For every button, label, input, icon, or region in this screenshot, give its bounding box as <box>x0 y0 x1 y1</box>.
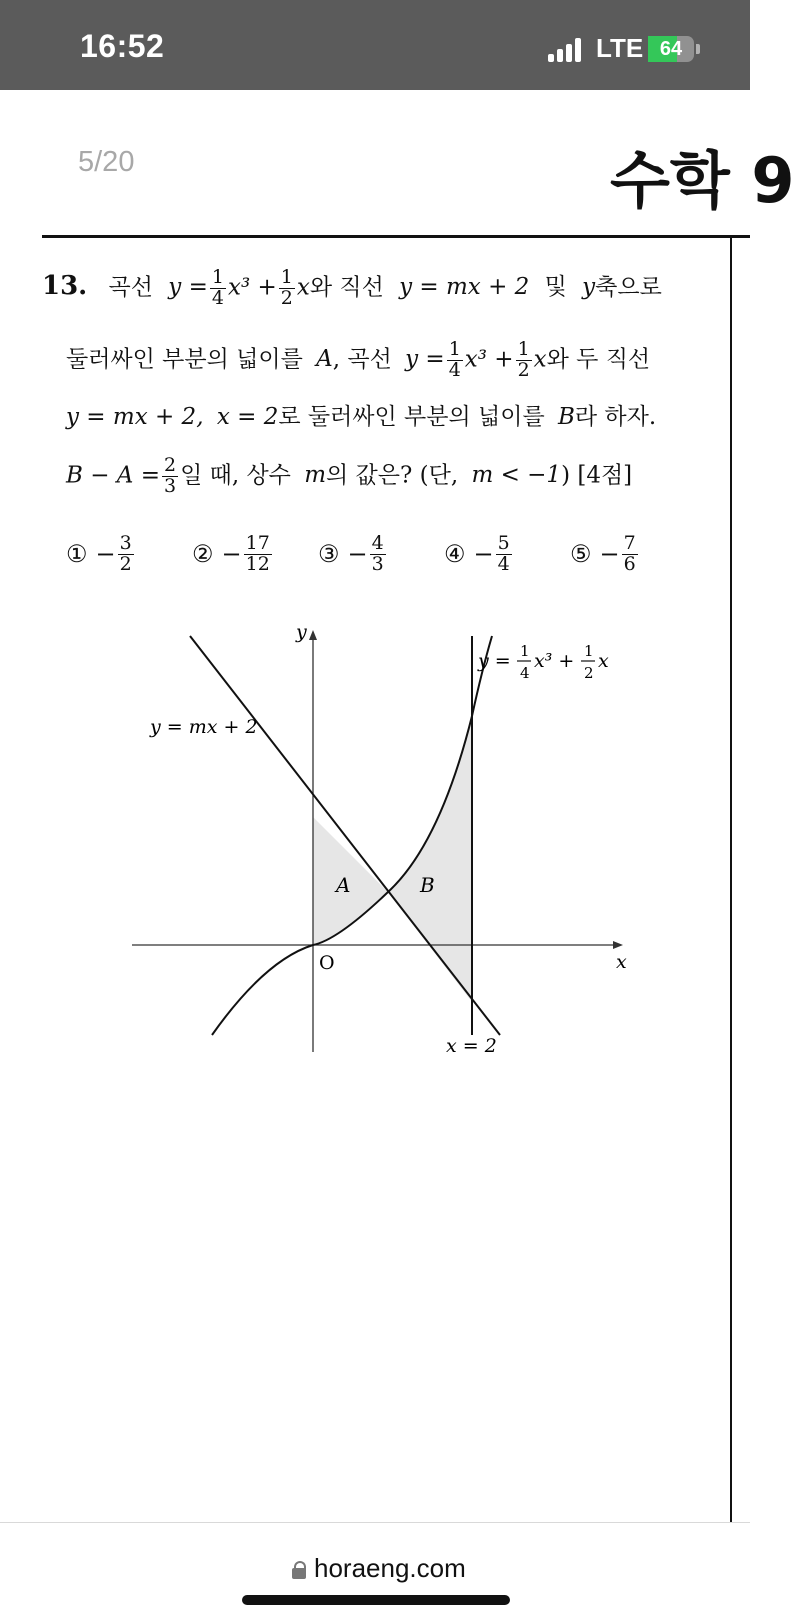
text: 둘러싸인 부분의 넓이를 <box>66 346 303 373</box>
curve-label-mid: x³ + <box>534 650 575 672</box>
choice-sign: − <box>473 540 494 569</box>
equation: x = 2 <box>216 404 279 430</box>
choice-4[interactable] <box>444 534 514 575</box>
fraction: $\frac{2}{3}$ <box>164 454 177 497</box>
url-text[interactable]: horaeng.com <box>314 1553 466 1583</box>
column-divider <box>730 237 732 1523</box>
status-bar <box>0 0 750 90</box>
vertical-line-label: x = 2 <box>446 1035 497 1057</box>
choice-sign: − <box>95 540 116 569</box>
text: 라 하자. <box>574 404 657 430</box>
origin-label: O <box>319 952 335 974</box>
text: 와 두 직선 <box>546 346 651 373</box>
y-axis-label: y <box>296 621 307 643</box>
battery-level: 64 <box>659 38 683 60</box>
region-a-label: A <box>336 873 351 897</box>
text: , 곡선 <box>332 346 392 373</box>
equation: y = mx + 2, <box>66 404 204 430</box>
choice-fraction: $\frac{5}{4}$ <box>497 532 510 575</box>
choice-mark: ② <box>192 540 214 569</box>
choice-fraction: $\frac{4}{3}$ <box>371 532 384 575</box>
signal-strength-icon <box>548 38 588 62</box>
choice-2[interactable] <box>192 534 274 575</box>
y-axis-arrow <box>309 630 317 640</box>
variable: m <box>304 462 327 489</box>
equation: x <box>533 346 547 373</box>
question-line-4 <box>66 456 632 497</box>
equation: x³ + <box>227 274 277 301</box>
text: 및 <box>544 274 567 301</box>
page-title: 수학 9 <box>610 144 795 217</box>
line-label: y = mx + 2 <box>150 716 258 738</box>
text: 로 둘러싸인 부분의 넓이를 <box>278 404 545 430</box>
fraction: $\frac{1}{2}$ <box>517 338 530 381</box>
battery-icon <box>648 36 694 62</box>
question-number: 13. <box>42 271 88 302</box>
text: 와 직선 <box>309 274 384 301</box>
status-time: 16:52 <box>80 28 165 64</box>
fraction: $\frac{1}{4}$ <box>448 338 461 381</box>
lock-icon <box>292 1561 306 1577</box>
equation: y = <box>405 346 445 373</box>
region-b-label: B <box>420 873 435 897</box>
battery-cap <box>696 44 700 54</box>
text: ) [4점] <box>561 462 633 489</box>
text: 일 때, 상수 <box>180 462 291 489</box>
equation: x <box>296 274 310 301</box>
x-axis-label: x <box>616 951 627 973</box>
text: 의 값은? (단, <box>326 462 459 489</box>
choice-mark: ③ <box>318 540 340 569</box>
choice-3[interactable] <box>318 534 388 575</box>
choice-mark: ④ <box>444 540 466 569</box>
curve-label-post: x <box>598 650 609 672</box>
question-line-3 <box>66 406 656 429</box>
choice-mark: ⑤ <box>570 540 592 569</box>
choice-sign: − <box>221 540 242 569</box>
equation: y = <box>168 274 208 301</box>
question-line-1 <box>42 268 662 309</box>
home-indicator[interactable] <box>242 1595 510 1605</box>
choice-5[interactable] <box>570 534 640 575</box>
curve-label: y = <box>478 650 511 672</box>
condition: m < −1 <box>471 462 562 489</box>
curve-label-frac2-den: 2 <box>584 664 594 682</box>
variable: y <box>582 274 596 301</box>
equation: y = mx + 2 <box>399 274 530 301</box>
choice-sign: − <box>347 540 368 569</box>
fraction: $\frac{1}{2}$ <box>280 266 293 309</box>
curve-label-frac2-num: 1 <box>584 642 594 660</box>
network-type: LTE <box>596 33 644 63</box>
choice-fraction: $\frac{17}{12}$ <box>245 532 270 575</box>
equation: B − A = <box>66 462 160 489</box>
curve-label-frac1-den: 4 <box>520 664 530 682</box>
text: 곡선 <box>108 274 153 301</box>
choice-mark: ① <box>66 540 88 569</box>
curve-label-frac1-num: 1 <box>520 642 530 660</box>
equation: x³ + <box>464 346 514 373</box>
variable: A <box>316 346 333 373</box>
variable: B <box>557 404 575 430</box>
fraction: $\frac{1}{4}$ <box>211 266 224 309</box>
choice-1[interactable] <box>66 534 136 575</box>
question-line-2 <box>66 340 650 381</box>
choice-sign: − <box>599 540 620 569</box>
header-divider <box>42 235 750 238</box>
browser-url-bar[interactable] <box>0 1522 750 1624</box>
choice-fraction: $\frac{7}{6}$ <box>623 532 636 575</box>
text: 축으로 <box>595 274 662 301</box>
page-indicator: 5/20 <box>78 146 135 178</box>
x-axis-arrow <box>613 941 623 949</box>
graph-figure <box>120 621 640 1100</box>
choice-fraction: $\frac{3}{2}$ <box>119 532 132 575</box>
